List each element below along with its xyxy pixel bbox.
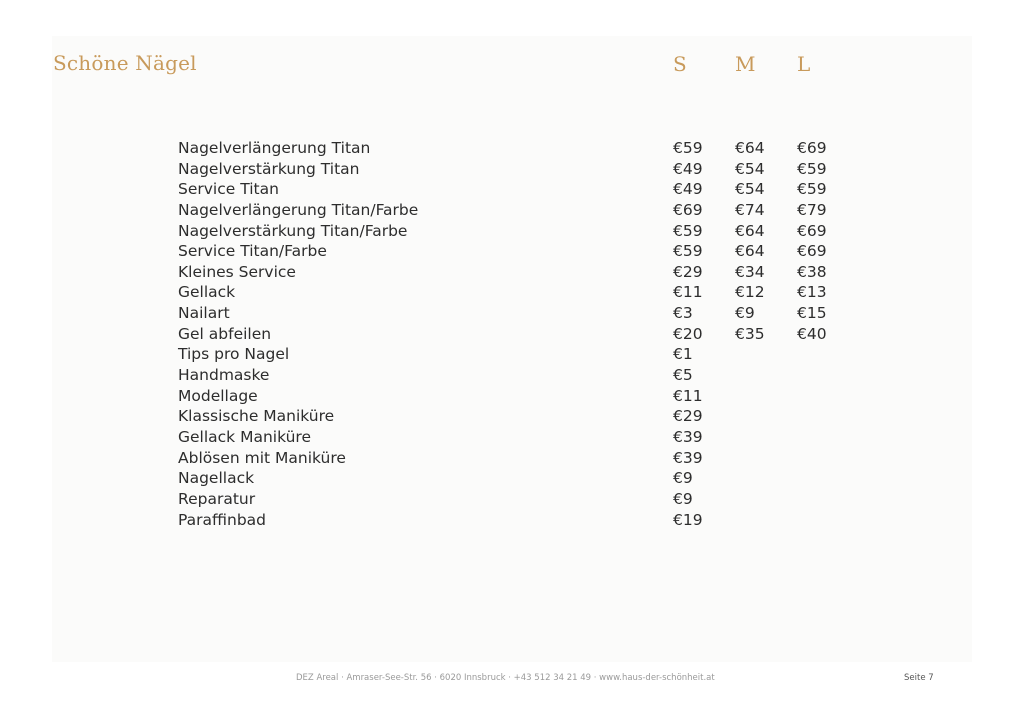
service-name: Handmaske bbox=[178, 366, 270, 385]
price-m: €34 bbox=[735, 262, 765, 281]
price-row bbox=[178, 159, 878, 180]
price-m: €9 bbox=[735, 304, 755, 323]
price-l: €59 bbox=[797, 180, 827, 199]
price-row bbox=[178, 406, 878, 427]
price-s: €9 bbox=[673, 469, 693, 488]
price-row bbox=[178, 448, 878, 469]
price-s: €1 bbox=[673, 345, 693, 364]
price-s: €49 bbox=[673, 180, 703, 199]
page-number: Seite 7 bbox=[904, 673, 934, 683]
price-row bbox=[178, 344, 878, 365]
service-name: Service Titan/Farbe bbox=[178, 242, 327, 261]
price-m: €64 bbox=[735, 139, 765, 157]
price-row bbox=[178, 324, 878, 345]
price-s: €3 bbox=[673, 304, 693, 323]
price-row bbox=[178, 386, 878, 407]
price-row bbox=[178, 468, 878, 489]
price-row bbox=[178, 262, 878, 283]
service-name: Modellage bbox=[178, 386, 258, 405]
service-name: Nagelverstärkung Titan/Farbe bbox=[178, 221, 408, 240]
price-row bbox=[178, 489, 878, 510]
price-s: €9 bbox=[673, 489, 693, 508]
service-name: Ablösen mit Maniküre bbox=[178, 448, 346, 467]
service-name: Nailart bbox=[178, 304, 230, 323]
price-m: €64 bbox=[735, 242, 765, 261]
price-s: €5 bbox=[673, 366, 693, 385]
service-name: Tips pro Nagel bbox=[178, 345, 290, 364]
price-row bbox=[178, 221, 878, 242]
price-s: €59 bbox=[673, 242, 703, 261]
price-s: €59 bbox=[673, 139, 703, 157]
price-m: €54 bbox=[735, 180, 765, 199]
price-row bbox=[178, 510, 878, 531]
price-m: €35 bbox=[735, 324, 765, 343]
price-s: €49 bbox=[673, 159, 703, 178]
price-row bbox=[178, 241, 878, 262]
service-name: Gel abfeilen bbox=[178, 324, 272, 343]
price-s: €29 bbox=[673, 262, 703, 281]
size-header-s: S bbox=[673, 52, 687, 76]
price-row bbox=[178, 303, 878, 324]
service-name: Paraffinbad bbox=[178, 510, 267, 529]
service-name: Nagellack bbox=[178, 469, 255, 488]
price-s: €59 bbox=[673, 221, 703, 240]
price-s: €69 bbox=[673, 200, 703, 219]
price-m: €64 bbox=[735, 221, 765, 240]
price-m: €12 bbox=[735, 283, 765, 302]
service-name: Gellack bbox=[178, 283, 236, 302]
price-l: €38 bbox=[797, 262, 827, 281]
price-s: €39 bbox=[673, 448, 703, 467]
price-l: €69 bbox=[797, 139, 827, 157]
price-s: €20 bbox=[673, 324, 703, 343]
size-header-m: M bbox=[735, 52, 756, 76]
price-l: €40 bbox=[797, 324, 827, 343]
service-name: Klassische Maniküre bbox=[178, 407, 335, 426]
service-name: Kleines Service bbox=[178, 262, 296, 281]
size-header-l: L bbox=[797, 52, 811, 76]
price-l: €69 bbox=[797, 242, 827, 261]
service-name: Nagelverstärkung Titan bbox=[178, 159, 360, 178]
service-name: Nagelverlängerung Titan/Farbe bbox=[178, 200, 419, 219]
price-row bbox=[178, 282, 878, 303]
price-m: €54 bbox=[735, 159, 765, 178]
price-list bbox=[178, 138, 878, 530]
price-s: €39 bbox=[673, 427, 703, 446]
service-name: Nagelverlängerung Titan bbox=[178, 139, 371, 157]
price-l: €13 bbox=[797, 283, 827, 302]
footer-address: DEZ Areal · Amraser-See-Str. 56 · 6020 Innsbruck · +43 512 34 21 49 · www.haus-der-schönheit.at bbox=[296, 673, 715, 683]
price-row bbox=[178, 138, 878, 159]
price-l: €69 bbox=[797, 221, 827, 240]
price-row bbox=[178, 179, 878, 200]
price-row bbox=[178, 365, 878, 386]
price-row bbox=[178, 427, 878, 448]
price-l: €79 bbox=[797, 200, 827, 219]
service-name: Reparatur bbox=[178, 489, 256, 508]
price-s: €19 bbox=[673, 510, 703, 529]
price-s: €11 bbox=[673, 283, 703, 302]
service-name: Service Titan bbox=[178, 180, 279, 199]
page-title: Schöne Nägel bbox=[53, 51, 197, 75]
price-l: €15 bbox=[797, 304, 827, 323]
price-row bbox=[178, 200, 878, 221]
service-name: Gellack Maniküre bbox=[178, 427, 311, 446]
price-m: €74 bbox=[735, 200, 765, 219]
price-s: €29 bbox=[673, 407, 703, 426]
price-s: €11 bbox=[673, 386, 703, 405]
price-l: €59 bbox=[797, 159, 827, 178]
